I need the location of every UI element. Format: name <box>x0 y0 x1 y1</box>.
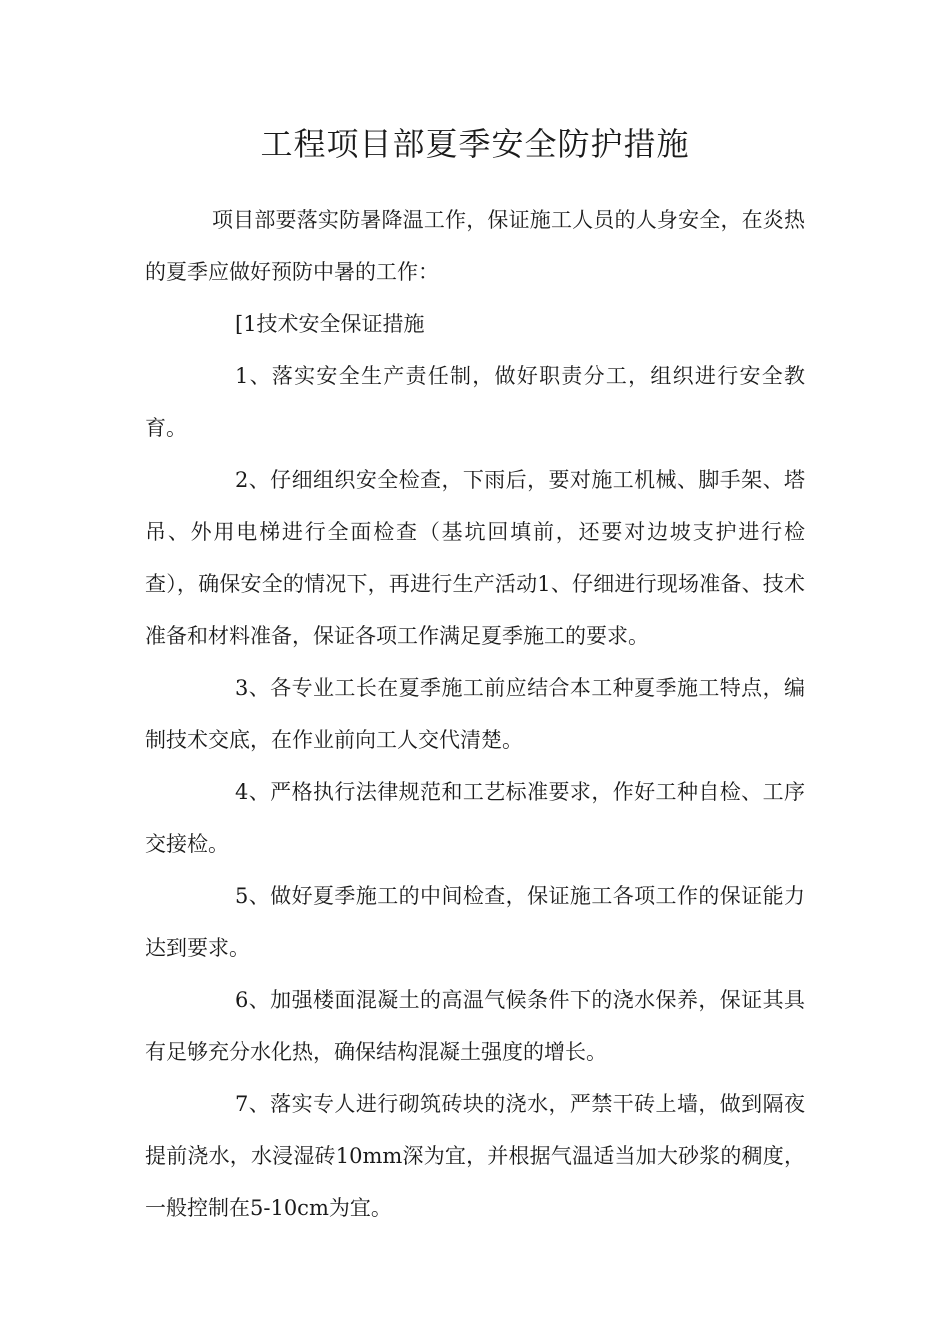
measure-paragraph-5: 5、做好夏季施工的中间检查，保证施工各项工作的保证能力达到要求。 <box>145 884 805 960</box>
measure-paragraph-7: 7、落实专人进行砌筑砖块的浇水，严禁干砖上墙，做到隔夜提前浇水，水浸湿砖10mm深为宜，并根据气温适当加大砂浆的稠度，一般控制在5-10cm为宜。 <box>145 1092 805 1220</box>
intro-paragraph: 项目部要落实防暑降温工作，保证施工人员的人身安全，在炎热的夏季应做好预防中暑的工作： <box>145 208 805 284</box>
measure-paragraph-2: 2、仔细组织安全检查，下雨后，要对施工机械、脚手架、塔吊、外用电梯进行全面检查（基坑回填前，还要对边坡支护进行检查），确保安全的情况下，再进行生产活动1、仔细进行现场准备、技术准备和材料准备，保证各项工作满足夏季施工的要求。 <box>145 468 805 648</box>
measure-paragraph-4: 4、严格执行法律规范和工艺标准要求，作好工种自检、工序交接检。 <box>145 780 805 856</box>
document-title: 工程项目部夏季安全防护措施 <box>260 125 690 163</box>
document-body <box>145 194 805 1234</box>
measure-paragraph-3: 3、各专业工长在夏季施工前应结合本工种夏季施工特点，编制技术交底，在作业前向工人交代清楚。 <box>145 676 805 752</box>
measure-paragraph-1: 1、落实安全生产责任制，做好职责分工，组织进行安全教育。 <box>145 364 805 440</box>
section-heading: [1技术安全保证措施 <box>235 312 425 336</box>
measure-paragraph-6: 6、加强楼面混凝土的高温气候条件下的浇水保养，保证其具有足够充分水化热，确保结构混凝土强度的增长。 <box>145 988 805 1064</box>
